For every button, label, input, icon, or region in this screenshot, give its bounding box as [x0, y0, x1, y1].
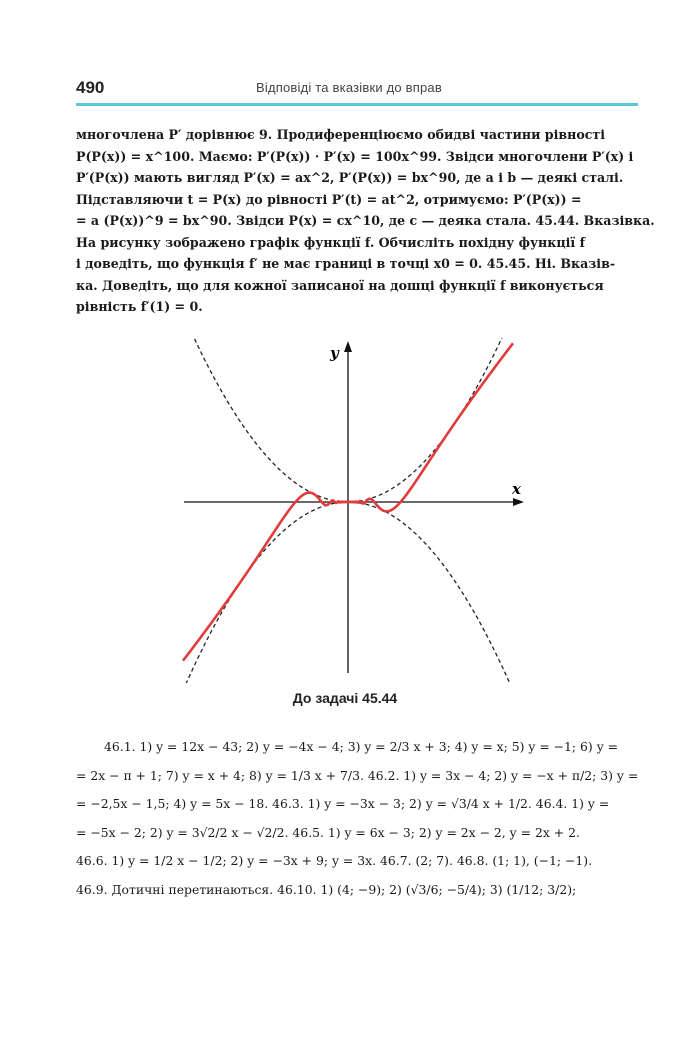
header-rule — [76, 103, 638, 106]
y-axis-arrow — [344, 341, 352, 352]
x-axis-label: x — [512, 480, 521, 498]
text-line: = a (P(x))^9 = bx^90. Звідси P(x) = cx^10, де c — деяка стала. 45.44. Вказівка. — [76, 213, 655, 228]
answer-paragraph-top — [76, 124, 655, 318]
text-line: На рисунку зображено графік функції f. Обчисліть похідну функції f — [76, 234, 586, 250]
answer-paragraph-bottom — [76, 733, 638, 904]
text-line: ка. Доведіть, що для кожної записаної на дошці функції f виконується — [76, 277, 604, 293]
text-line: Підставляючи t = P(x) до рівності P′(t) = at^2, отримуємо: P′(P(x)) = — [76, 191, 582, 207]
x-axis-arrow — [513, 498, 524, 506]
text-line: 46.6. 1) y = 1/2 x − 1/2; 2) y = −3x + 9; y = 3x. 46.7. (2; 7). 46.8. (1; 1), (−1; −1). — [76, 853, 593, 868]
page-header — [76, 78, 638, 102]
text-line: і доведіть, що функція f′ не має границі в точці x0 = 0. 45.45. Ні. Вказів- — [76, 256, 616, 271]
text-line: 46.1. 1) y = 12x − 43; 2) y = −4x − 4; 3) y = 2/3 x + 3; 4) y = x; 5) y = −1; 6) y = — [104, 739, 619, 754]
y-axis-label: y — [330, 344, 339, 362]
text-line: многочлена P′ дорівнює 9. Продиференціюємо обидві частини рівності — [76, 127, 606, 142]
page-number: 490 — [76, 78, 105, 97]
text-line: 46.9. Дотичні перетинаються. 46.10. 1) (4; −9); 2) (√3/6; −5/4); 3) (1/12; 3/2); — [76, 881, 577, 897]
text-line: = 2x − π + 1; 7) y = x + 4; 8) y = 1/3 x + 7/3. 46.2. 1) y = 3x − 4; 2) y = −x + π/2; 3) y = — [76, 767, 639, 783]
running-title: Відповіді та вказівки до вправ — [256, 80, 442, 95]
function-graph-figure — [172, 338, 532, 683]
text-line: = −2,5x − 1,5; 4) y = 5x − 18. 46.3. 1) y = −3x − 3; 2) y = √3/4 x + 1/2. 46.4. 1) y = — [76, 796, 610, 811]
coordinate-axes — [184, 341, 524, 673]
text-line: = −5x − 2; 2) y = 3√2/2 x − √2/2. 46.5. 1) y = 6x − 3; 2) y = 2x − 2, y = 2x + 2. — [76, 824, 580, 840]
text-line: P′(P(x)) мають вигляд P′(x) = ax^2, P′(P(x)) = bx^90, де a і b — деякі сталі. — [76, 170, 624, 185]
figure-caption: До задачі 45.44 — [292, 690, 398, 706]
text-line: рівність f′(1) = 0. — [76, 299, 203, 314]
text-line: P(P(x)) = x^100. Маємо: P′(P(x)) · P′(x) = 100x^99. Звідси многочлени P′(x) і — [76, 148, 634, 164]
